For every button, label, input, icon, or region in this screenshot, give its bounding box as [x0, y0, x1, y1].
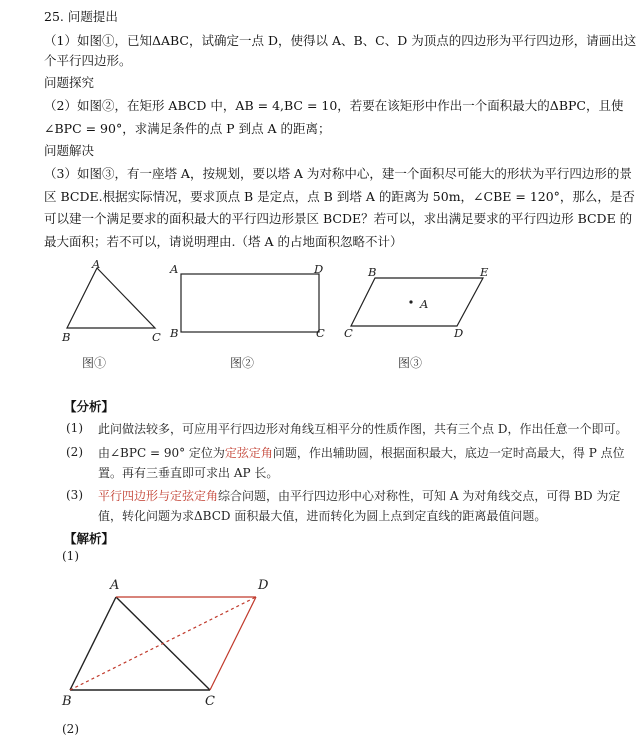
- q2-line2: ∠BPC = 90°，求满足条件的点 P 到点 A 的距离；: [44, 121, 331, 136]
- analysis-3-line1: [98, 486, 620, 506]
- analysis-2-pre: 由∠BPC = 90° 定位为: [98, 446, 225, 460]
- fig3-label-e: E: [480, 265, 489, 279]
- problem-title: 25. 问题提出: [44, 9, 118, 24]
- fig1-label-b: B: [62, 330, 71, 344]
- fig3-label-c: C: [344, 326, 353, 340]
- segment-ab: [70, 597, 116, 690]
- triangle-abc: [67, 268, 155, 328]
- q1-line1: （1）如图①，已知ΔABC，试确定一点 D，使得以 A、B、C、D 为顶点的四边形为平行四边形，请画出这: [44, 33, 637, 48]
- q3-line3: 可以建一个满足要求的面积最大的平行四边形景区 BCDE？若可以，求出满足要求的平行四边形 BCDE 的: [44, 211, 633, 226]
- fig2-label-a: A: [170, 262, 179, 276]
- q3-line4: 最大面积；若不可以，请说明理由.（塔 A 的占地面积忽略不计）: [44, 234, 403, 249]
- rectangle-abcd: [181, 274, 319, 332]
- q1-line2: 个平行四边形。: [44, 53, 132, 68]
- fig2-label-b: B: [170, 326, 179, 340]
- q2-line1: （2）如图②，在矩形 ABCD 中，AB = 4,BC = 10，若要在该矩形中作出一个面积最大的ΔBPC，且使: [44, 98, 624, 113]
- solution-part1-label: (1): [62, 549, 79, 563]
- solution-diagram: [60, 575, 290, 705]
- parallelogram-bcde: [351, 278, 483, 326]
- analysis-1-text: 此问做法较多，可应用平行四边形对角线互相平分的性质作图，共有三个点 D，作出任意一个即可。: [98, 422, 628, 436]
- fig3-label-d: D: [454, 326, 464, 340]
- analysis-3-keyword: 平行四边形与定弦定角: [98, 489, 219, 503]
- fig3-label-a: A: [420, 297, 429, 311]
- analysis-3-num: (3): [66, 488, 83, 502]
- analysis-heading: 【分析】: [64, 399, 115, 414]
- fig3-caption: 图③: [398, 356, 423, 370]
- analysis-1-num: (1): [66, 421, 83, 435]
- solution-label-a: A: [110, 578, 120, 593]
- analysis-2-keyword: 定弦定角: [224, 446, 273, 460]
- solution-part2-label: (2): [62, 722, 79, 736]
- solution-label-d: D: [258, 578, 269, 593]
- analysis-2-line2: 置。再有三垂直即可求出 AP 长。: [98, 466, 279, 480]
- solution-label-c: C: [205, 694, 215, 709]
- fig1-caption: 图①: [82, 356, 107, 370]
- fig3-label-b: B: [368, 265, 377, 279]
- fig1-label-a: A: [92, 257, 101, 271]
- q3-line1: （3）如图③，有一座塔 A，按规划，要以塔 A 为对称中心，建一个面积尽可能大的形状为平行四边形的景: [44, 166, 632, 181]
- segment-dc: [210, 597, 256, 690]
- analysis-3-line2: 值，转化问题为求ΔBCD 面积最大值，进而转化为圆上点到定直线的距离最值问题。: [98, 509, 547, 523]
- tower-point-a: [409, 300, 412, 303]
- figure-2-rectangle: [175, 268, 325, 338]
- fig2-label-d: D: [314, 262, 324, 276]
- analysis-2-num: (2): [66, 445, 83, 459]
- diagonal-bd: [70, 597, 256, 690]
- fig2-caption: 图②: [230, 356, 255, 370]
- explore-heading: 问题探究: [44, 75, 95, 90]
- analysis-3-post: 综合问题，由平行四边形中心对称性，可知 A 为对角线交点，可得 BD 为定: [218, 489, 621, 503]
- analysis-2-line1: [98, 443, 625, 463]
- solution-heading: 【解析】: [64, 531, 115, 546]
- solution-label-b: B: [62, 694, 72, 709]
- fig2-label-c: C: [316, 326, 325, 340]
- fig1-label-c: C: [152, 330, 161, 344]
- analysis-2-post: 问题，作出辅助圆，根据面积最大，底边一定时高最大，得 P 点位: [272, 446, 625, 460]
- q3-line2: 区 BCDE.根据实际情况，要求顶点 B 是定点，点 B 到塔 A 的距离为 50m，∠CBE = 120°，那么，是否: [44, 189, 635, 204]
- solve-heading: 问题解决: [44, 143, 95, 158]
